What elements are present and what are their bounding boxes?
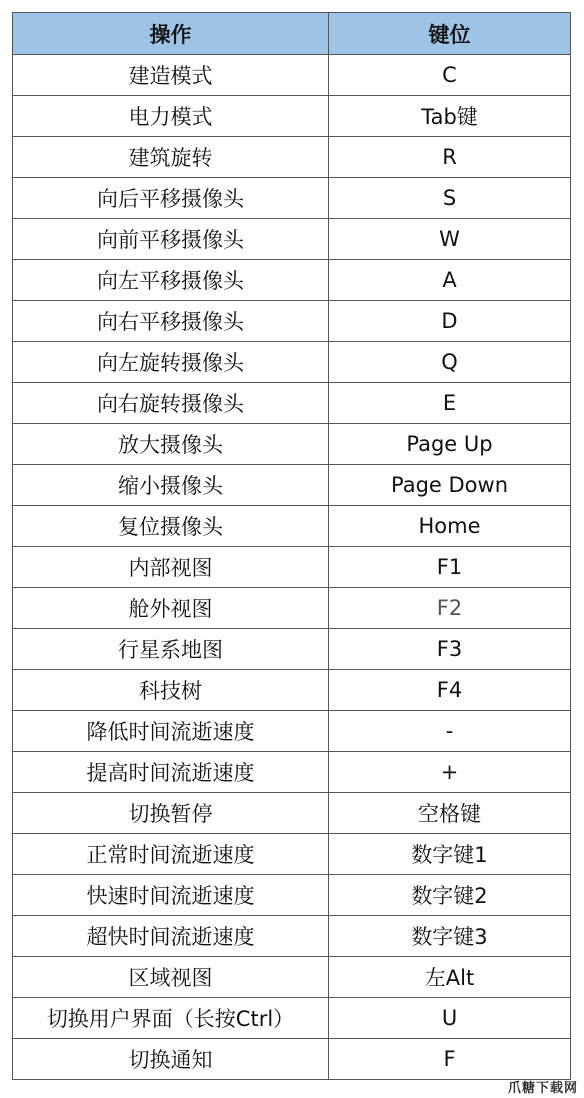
table-row <box>13 465 571 506</box>
key-cell: W <box>329 219 571 260</box>
table-row <box>13 506 571 547</box>
table-row <box>13 96 571 137</box>
keybindings-table-container <box>12 12 570 1080</box>
action-cell: 向右旋转摄像头 <box>13 383 329 424</box>
action-cell: 提高时间流逝速度 <box>13 752 329 793</box>
table-row <box>13 342 571 383</box>
key-cell: F4 <box>329 670 571 711</box>
action-cell: 向后平移摄像头 <box>13 178 329 219</box>
action-cell: 正常时间流逝速度 <box>13 834 329 875</box>
action-cell: 缩小摄像头 <box>13 465 329 506</box>
action-cell: 降低时间流逝速度 <box>13 711 329 752</box>
action-cell: 切换通知 <box>13 1039 329 1080</box>
table-row <box>13 793 571 834</box>
key-cell: C <box>329 55 571 96</box>
action-cell: 放大摄像头 <box>13 424 329 465</box>
action-cell: 快速时间流逝速度 <box>13 875 329 916</box>
table-row <box>13 588 571 629</box>
key-cell: S <box>329 178 571 219</box>
key-cell: F3 <box>329 629 571 670</box>
key-cell: F <box>329 1039 571 1080</box>
table-row <box>13 834 571 875</box>
action-cell: 向左旋转摄像头 <box>13 342 329 383</box>
table-row <box>13 916 571 957</box>
key-cell: F2 <box>329 588 571 629</box>
table-row <box>13 957 571 998</box>
key-cell: 数字键3 <box>329 916 571 957</box>
key-cell: A <box>329 260 571 301</box>
table-row <box>13 260 571 301</box>
action-cell: 建造模式 <box>13 55 329 96</box>
keybindings-table <box>12 12 571 1080</box>
action-cell: 超快时间流逝速度 <box>13 916 329 957</box>
table-row <box>13 670 571 711</box>
action-cell: 切换暂停 <box>13 793 329 834</box>
action-cell: 科技树 <box>13 670 329 711</box>
table-row <box>13 752 571 793</box>
key-cell: U <box>329 998 571 1039</box>
action-cell: 向右平移摄像头 <box>13 301 329 342</box>
action-cell: 区域视图 <box>13 957 329 998</box>
key-cell: R <box>329 137 571 178</box>
key-cell: D <box>329 301 571 342</box>
table-row <box>13 55 571 96</box>
action-cell: 行星系地图 <box>13 629 329 670</box>
key-cell: Page Up <box>329 424 571 465</box>
action-cell: 电力模式 <box>13 96 329 137</box>
table-row <box>13 424 571 465</box>
table-row <box>13 711 571 752</box>
key-cell: - <box>329 711 571 752</box>
key-cell: 左Alt <box>329 957 571 998</box>
table-row <box>13 178 571 219</box>
table-row <box>13 547 571 588</box>
key-cell: + <box>329 752 571 793</box>
action-cell: 内部视图 <box>13 547 329 588</box>
watermark-logo: 爪糖下载网 <box>507 1081 578 1096</box>
table-row <box>13 875 571 916</box>
table-row <box>13 629 571 670</box>
key-cell: Page Down <box>329 465 571 506</box>
key-cell: E <box>329 383 571 424</box>
key-cell: 数字键2 <box>329 875 571 916</box>
table-row <box>13 137 571 178</box>
header-key: 键位 <box>329 13 571 55</box>
action-cell: 复位摄像头 <box>13 506 329 547</box>
action-cell: 建筑旋转 <box>13 137 329 178</box>
key-cell: 空格键 <box>329 793 571 834</box>
action-cell: 切换用户界面（长按Ctrl） <box>13 998 329 1039</box>
action-cell: 向前平移摄像头 <box>13 219 329 260</box>
key-cell: F1 <box>329 547 571 588</box>
table-row <box>13 219 571 260</box>
table-row <box>13 1039 571 1080</box>
key-cell: Tab键 <box>329 96 571 137</box>
key-cell: 数字键1 <box>329 834 571 875</box>
table-row <box>13 301 571 342</box>
table-header-row <box>13 13 571 55</box>
table-row <box>13 998 571 1039</box>
table-row <box>13 383 571 424</box>
key-cell: Home <box>329 506 571 547</box>
key-cell: Q <box>329 342 571 383</box>
action-cell: 舱外视图 <box>13 588 329 629</box>
header-action: 操作 <box>13 13 329 55</box>
action-cell: 向左平移摄像头 <box>13 260 329 301</box>
